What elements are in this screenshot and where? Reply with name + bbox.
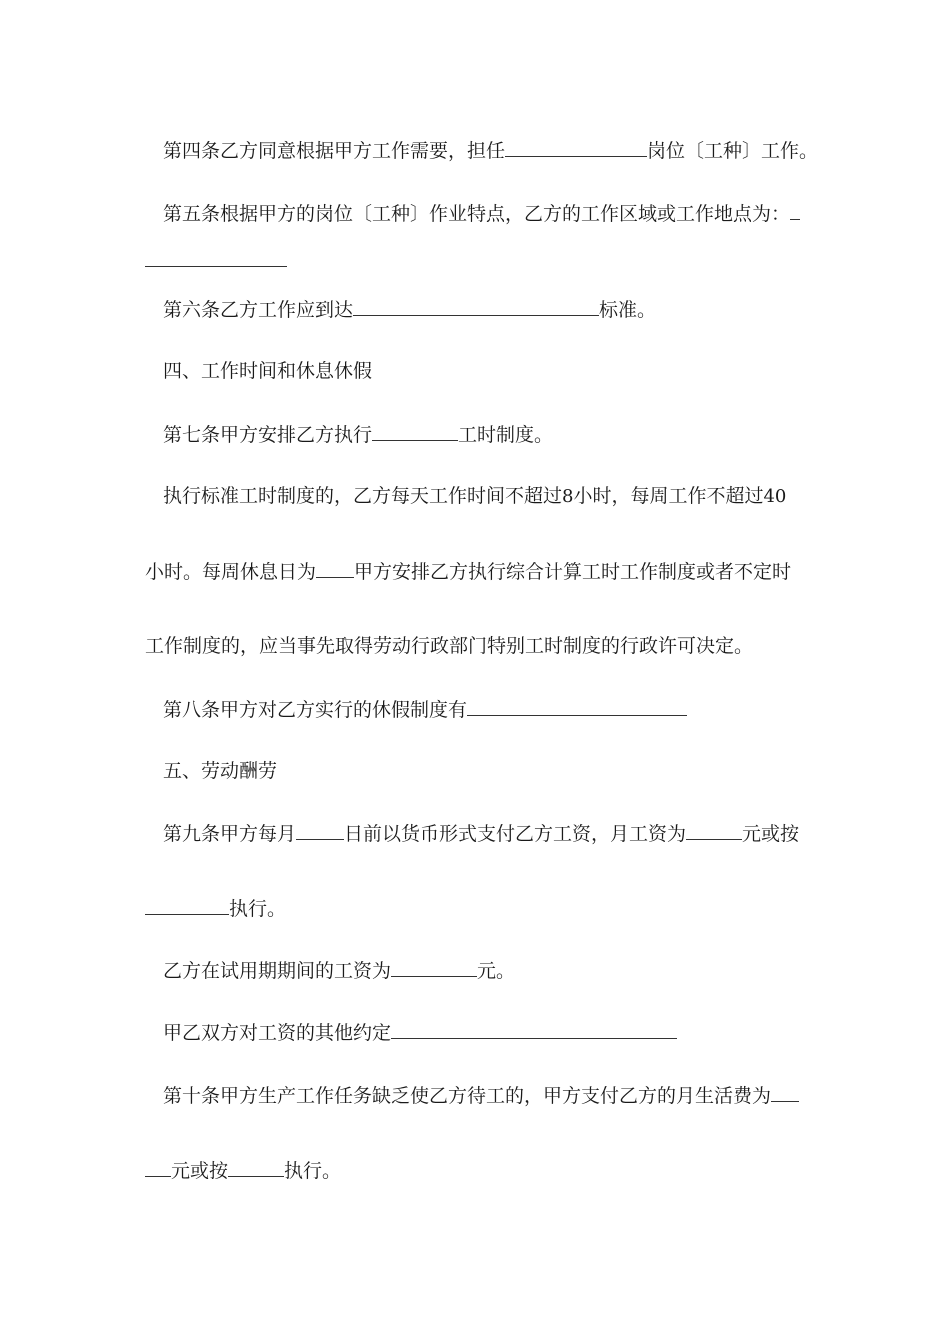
trial-wage-blank[interactable] bbox=[391, 958, 477, 977]
rest-day-text: 小时。每周休息日为 bbox=[145, 561, 317, 583]
section-4-heading bbox=[163, 359, 372, 383]
article-9-continuation bbox=[145, 896, 286, 920]
article-4-text-end: 岗位〔工种〕工作。 bbox=[647, 140, 819, 162]
article-8-text: 第八条甲方对乙方实行的休假制度有 bbox=[163, 699, 468, 721]
post-blank[interactable] bbox=[505, 138, 647, 157]
daily-hours-value: 8 bbox=[562, 486, 574, 507]
article-10 bbox=[163, 1083, 799, 1107]
living-allowance-blank-start[interactable] bbox=[771, 1083, 799, 1102]
standard-blank[interactable] bbox=[353, 297, 599, 316]
article-5-continuation bbox=[145, 248, 287, 272]
allowance-method-blank[interactable] bbox=[228, 1158, 284, 1177]
section-4-title: 四、工作时间和休息休假 bbox=[163, 360, 373, 382]
standard-hours-paragraph bbox=[163, 484, 786, 508]
article-9 bbox=[163, 821, 799, 845]
article-6-text-end: 标准。 bbox=[599, 299, 657, 321]
trial-wage-text: 乙方在试用期期间的工资为 bbox=[163, 960, 392, 982]
article-4-text-start: 第四条乙方同意根据甲方工作需要，担任 bbox=[163, 140, 506, 162]
article-10-continuation bbox=[145, 1158, 341, 1182]
flexible-hours-text: 甲方安排乙方执行综合计算工时工作制度或者不定时 bbox=[354, 561, 792, 583]
trial-wage-unit: 元。 bbox=[477, 960, 516, 982]
article-7-text-end: 工时制度。 bbox=[458, 424, 554, 446]
article-10-text: 第十条甲方生产工作任务缺乏使乙方待工的，甲方支付乙方的月生活费为 bbox=[163, 1085, 772, 1107]
article-8 bbox=[163, 697, 687, 721]
article-9-text-4: 执行。 bbox=[229, 898, 287, 920]
work-location-blank[interactable] bbox=[145, 248, 287, 267]
article-10-text-3: 执行。 bbox=[284, 1160, 342, 1182]
other-wage-terms-line bbox=[163, 1020, 677, 1044]
article-6-text-start: 第六条乙方工作应到达 bbox=[163, 299, 354, 321]
pay-day-blank[interactable] bbox=[296, 821, 344, 840]
weekly-hours-value: 40 bbox=[763, 486, 787, 507]
living-allowance-blank[interactable] bbox=[145, 1158, 171, 1177]
article-7-text-start: 第七条甲方安排乙方执行 bbox=[163, 424, 373, 446]
trial-wage-line bbox=[163, 958, 515, 982]
other-wage-terms-text: 甲乙双方对工资的其他约定 bbox=[163, 1022, 392, 1044]
article-6 bbox=[163, 297, 656, 321]
other-wage-terms-blank[interactable] bbox=[391, 1020, 677, 1039]
wage-method-blank[interactable] bbox=[145, 896, 229, 915]
permit-line bbox=[145, 634, 753, 658]
article-10-text-2: 元或按 bbox=[171, 1160, 229, 1182]
article-5-text: 第五条根据甲方的岗位〔工种〕作业特点，乙方的工作区域或工作地点为： bbox=[163, 203, 791, 225]
work-hours-system-blank[interactable] bbox=[372, 422, 458, 441]
monthly-wage-blank[interactable] bbox=[686, 821, 742, 840]
rest-day-line bbox=[145, 559, 791, 583]
article-7 bbox=[163, 422, 553, 446]
article-9-text-1: 第九条甲方每月 bbox=[163, 823, 297, 845]
section-5-heading bbox=[163, 759, 277, 783]
rest-day-blank[interactable] bbox=[316, 559, 354, 578]
article-9-text-2: 日前以货币形式支付乙方工资，月工资为 bbox=[344, 823, 687, 845]
standard-hours-text-1: 执行标准工时制度的，乙方每天工作时间不超过 bbox=[163, 485, 563, 507]
article-4 bbox=[163, 138, 818, 162]
section-5-title: 五、劳动酬劳 bbox=[163, 760, 278, 782]
article-5 bbox=[163, 201, 800, 225]
standard-hours-text-2: 小时，每周工作不超过 bbox=[573, 485, 764, 507]
work-location-blank-start[interactable] bbox=[790, 201, 800, 220]
vacation-system-blank[interactable] bbox=[467, 697, 687, 716]
article-9-text-3: 元或按 bbox=[742, 823, 800, 845]
permit-text: 工作制度的，应当事先取得劳动行政部门特别工时制度的行政许可决定。 bbox=[145, 635, 754, 657]
